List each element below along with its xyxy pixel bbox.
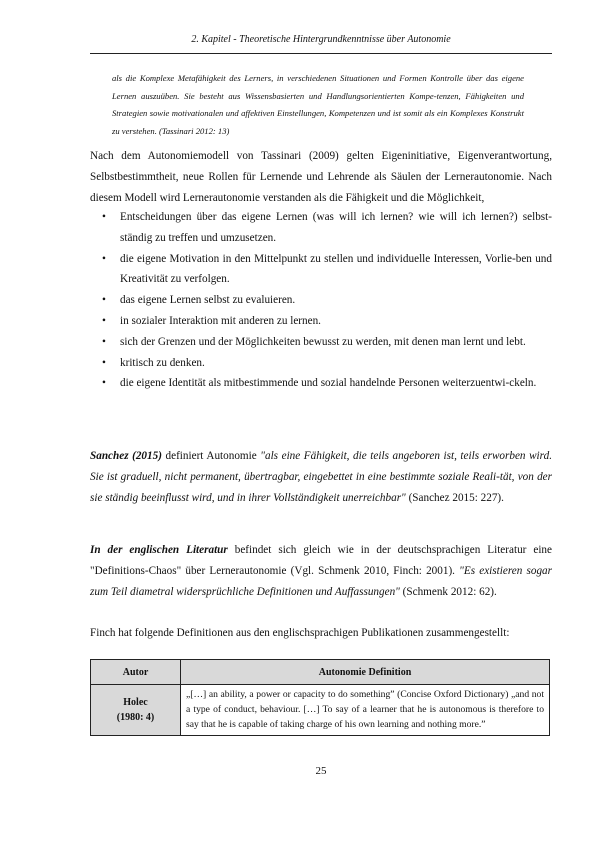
bullet-list bbox=[90, 207, 552, 394]
list-item-text: das eigene Lernen selbst zu evaluieren. bbox=[120, 294, 296, 307]
list-item bbox=[90, 332, 552, 353]
running-header: 2. Kapitel - Theoretische Hintergrundkenntnisse über Autonomie bbox=[191, 34, 451, 45]
paragraph-sanchez bbox=[90, 446, 552, 508]
table-row bbox=[91, 685, 550, 736]
table-header-row bbox=[91, 660, 550, 685]
bullet-icon: • bbox=[102, 377, 106, 390]
paragraph-text: definiert Autonomie bbox=[161, 450, 261, 462]
list-item bbox=[90, 373, 552, 394]
inline-quote: "Es existieren sogar zum Teil diametral widersprüchliche Definitionen und Auffassungen" bbox=[90, 564, 552, 598]
author-cell bbox=[91, 685, 181, 736]
definition-cell: „[…] an ability, a power or capacity to do something” (Concise Oxford Dictionary) „and not a type of conduct, behaviour. […] To say of a learner that he is autonomous is therefore to say that he is capable of taking charge of his own learning and nothing more.” bbox=[181, 685, 550, 736]
list-item-text: in sozialer Interaktion mit anderen zu lernen. bbox=[120, 314, 321, 327]
section-lead: In der englischen Literatur bbox=[90, 544, 228, 556]
definitions-table bbox=[90, 659, 550, 736]
paragraph-english-literature bbox=[90, 540, 552, 602]
paragraph-finch: Finch hat folgende Definitionen aus den englischsprachigen Publikationen zusammengestellt: bbox=[90, 627, 510, 639]
paragraph-tassinari: Nach dem Autonomiemodell von Tassinari (2009) gelten Eigeninitiative, Eigenverantwortung, Selbstbestimmtheit, neue Rollen für Lernende und Lehrende als Säulen der Lernerautonomie. Nach diesem Modell wird Lernerautonomie verstanden als die Fähigkeit und die Möglichkeit, bbox=[90, 150, 552, 204]
list-item-text: die eigene Identität als mitbestimmende und sozial handelnde Personen weiterzuentwi-ckeln. bbox=[120, 377, 537, 390]
column-header-author: Autor bbox=[91, 660, 181, 685]
bullet-icon: • bbox=[102, 252, 106, 265]
citation: (Sanchez 2015: 227). bbox=[405, 491, 504, 504]
list-item bbox=[90, 311, 552, 332]
list-item-text: kritisch zu denken. bbox=[120, 356, 205, 369]
bullet-icon: • bbox=[102, 314, 106, 327]
list-item-text: Entscheidungen über das eigene Lernen (was will ich lernen? wie will ich lernen?) selbst-ständig zu treffen und umzusetzen. bbox=[120, 211, 552, 244]
list-item bbox=[90, 353, 552, 374]
column-header-definition: Autonomie Definition bbox=[181, 660, 550, 685]
block-quote: als die Komplexe Metafähigkeit des Lerners, in verschiedenen Situationen und Formen Kontrolle über das eigene Lernen auszuüben. Sie besteht aus Wissensbasierten und Handlungsorientierten Kompe-tenzen, Fähigkeiten und Strategien sowie motivationalen und affektiven Einstellungen, Kompetenzen und ist somit als ein Komplexes Konstrukt zu verstehen. (Tassinari 2012: 13) bbox=[112, 73, 524, 136]
bullet-icon: • bbox=[102, 211, 106, 223]
page-number: 25 bbox=[315, 765, 327, 777]
list-item bbox=[90, 290, 552, 311]
author-name: Holec bbox=[123, 697, 148, 708]
bullet-icon: • bbox=[102, 335, 106, 348]
bullet-icon: • bbox=[102, 294, 106, 307]
list-item-text: sich der Grenzen und der Möglichkeiten bewusst zu werden, mit denen man lernt und lebt. bbox=[120, 335, 526, 348]
header-divider bbox=[90, 53, 552, 54]
paragraph-text: befindet sich gleich wie in der deutschsprachigen Literatur eine "Definitions-Chaos" über Lernerautonomie (Vgl. Schmenk 2010, Finch: 2001). bbox=[90, 544, 552, 577]
citation: (Schmenk 2012: 62). bbox=[399, 585, 497, 598]
bullet-icon: • bbox=[102, 356, 106, 369]
author-year: (1980: 4) bbox=[116, 712, 155, 723]
list-item bbox=[90, 249, 552, 291]
list-item-text: die eigene Motivation in den Mittelpunkt zu stellen und individuelle Interessen, Vorlie-ben und Kreativität zu verfolgen. bbox=[120, 252, 552, 286]
inline-quote: "als eine Fähigkeit, die teils angeboren ist, teils erworben wird. Sie ist graduell, nicht permanent, übertragbar, eingebettet in eine bestimmte soziale Reali-tät, von der sie ständig beeinflusst wird, und in ihrer Vollständigkeit unerreichbar" bbox=[90, 450, 552, 504]
list-item bbox=[90, 207, 552, 249]
author-reference: Sanchez (2015) bbox=[90, 450, 162, 462]
